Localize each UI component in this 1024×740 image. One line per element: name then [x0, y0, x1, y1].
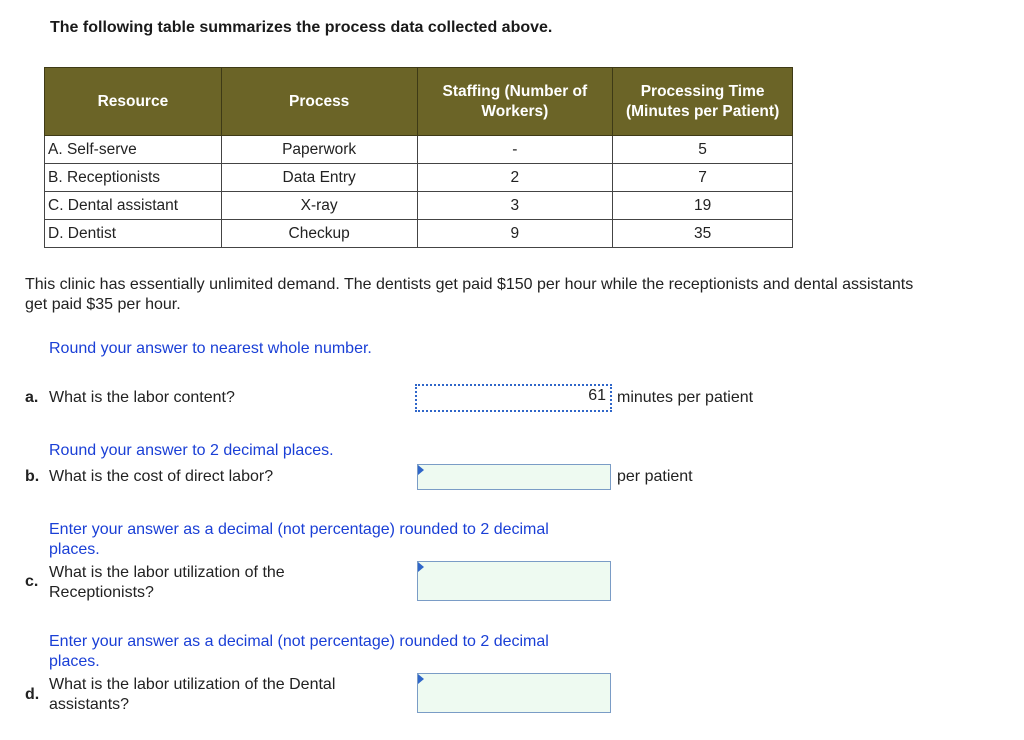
question-d-letter: d. [25, 686, 40, 703]
hint-d: Enter your answer as a decimal (not percentage) rounded to 2 decimal places. [49, 633, 549, 670]
cell-process: X-ray [221, 192, 417, 220]
cell-resource: C. Dental assistant [45, 192, 222, 220]
question-d-text: What is the labor utilization of the Dental assistants? [49, 676, 336, 713]
cell-time: 19 [613, 192, 793, 220]
question-c-text: What is the labor utilization of the Receptionists? [49, 564, 285, 601]
question-a-text: What is the labor content? [49, 389, 235, 406]
table-header-row [45, 68, 793, 136]
cell-time: 35 [613, 220, 793, 248]
answer-c-input[interactable] [417, 561, 611, 601]
table-row [45, 136, 793, 164]
cell-time: 5 [613, 136, 793, 164]
question-b-text: What is the cost of direct labor? [49, 468, 274, 485]
question-c-letter: c. [25, 573, 39, 590]
cell-resource: B. Receptionists [45, 164, 222, 192]
header-process: Process [221, 68, 417, 136]
table-row [45, 164, 793, 192]
cell-process: Data Entry [221, 164, 417, 192]
answer-flag-icon [418, 562, 424, 572]
cell-time: 7 [613, 164, 793, 192]
cell-staffing: - [417, 136, 613, 164]
answer-flag-icon [418, 465, 424, 475]
cell-resource: D. Dentist [45, 220, 222, 248]
header-processing-time: Processing Time (Minutes per Patient) [613, 68, 793, 136]
cell-staffing: 2 [417, 164, 613, 192]
answer-b-unit: per patient [617, 468, 693, 485]
question-a-letter: a. [25, 389, 39, 406]
cell-staffing: 9 [417, 220, 613, 248]
intro-title: The following table summarizes the process data collected above. [50, 19, 553, 36]
answer-b-input[interactable] [417, 464, 611, 490]
hint-a: Round your answer to nearest whole number. [49, 340, 372, 357]
answer-a-unit: minutes per patient [617, 389, 754, 406]
answer-flag-icon [418, 674, 424, 684]
problem-paragraph: This clinic has essentially unlimited demand. The dentists get paid $150 per hour while the receptionists and dental assistants get paid $35 per hour. [25, 276, 914, 313]
table-row [45, 220, 793, 248]
answer-a-input[interactable]: 61 [415, 384, 612, 412]
table-row [45, 192, 793, 220]
process-table [44, 67, 793, 248]
hint-b: Round your answer to 2 decimal places. [49, 442, 334, 459]
cell-process: Paperwork [221, 136, 417, 164]
question-b-letter: b. [25, 468, 40, 485]
cell-process: Checkup [221, 220, 417, 248]
header-staffing: Staffing (Number of Workers) [417, 68, 613, 136]
cell-staffing: 3 [417, 192, 613, 220]
header-resource: Resource [45, 68, 222, 136]
hint-c: Enter your answer as a decimal (not percentage) rounded to 2 decimal places. [49, 521, 549, 558]
cell-resource: A. Self-serve [45, 136, 222, 164]
answer-d-input[interactable] [417, 673, 611, 713]
